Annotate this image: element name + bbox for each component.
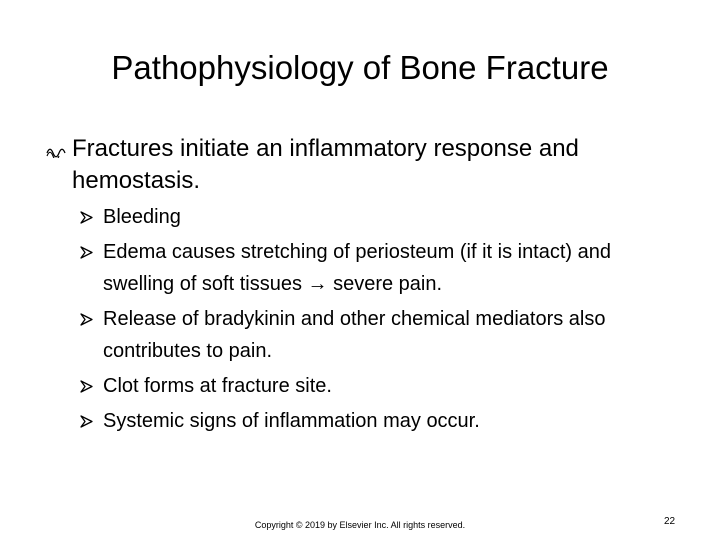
list-item (80, 303, 680, 367)
sub-point-text: Release of bradykinin and other chemical mediators also contributes to pain. (103, 308, 606, 362)
page-number: 22 (664, 516, 676, 527)
sub-point-text: Edema causes stretching of periosteum (if it is intact) and swelling of soft tissues → severe pain. (103, 241, 612, 295)
arrowhead-bullet-icon (80, 370, 103, 398)
list-item (80, 201, 680, 233)
list-item (80, 405, 680, 437)
arrowhead-bullet-icon (80, 236, 103, 264)
wavy-bullet-icon (46, 145, 66, 157)
arrowhead-bullet-icon (80, 405, 103, 433)
arrowhead-bullet-icon (80, 201, 103, 229)
sub-point-text: Clot forms at fracture site. (103, 375, 332, 397)
slide-title: Pathophysiology of Bone Fracture (111, 49, 609, 86)
main-point: Fractures initiate an inflammatory response and hemostasis. (72, 135, 579, 194)
arrowhead-bullet-icon (80, 303, 103, 331)
sub-point-list (80, 201, 680, 440)
sub-point-text: Bleeding (103, 206, 181, 228)
copyright-footer: Copyright © 2019 by Elsevier Inc. All rights reserved. (254, 520, 466, 530)
sub-point-text: Systemic signs of inflammation may occur. (103, 410, 480, 432)
list-item (80, 236, 680, 300)
list-item (80, 370, 680, 402)
